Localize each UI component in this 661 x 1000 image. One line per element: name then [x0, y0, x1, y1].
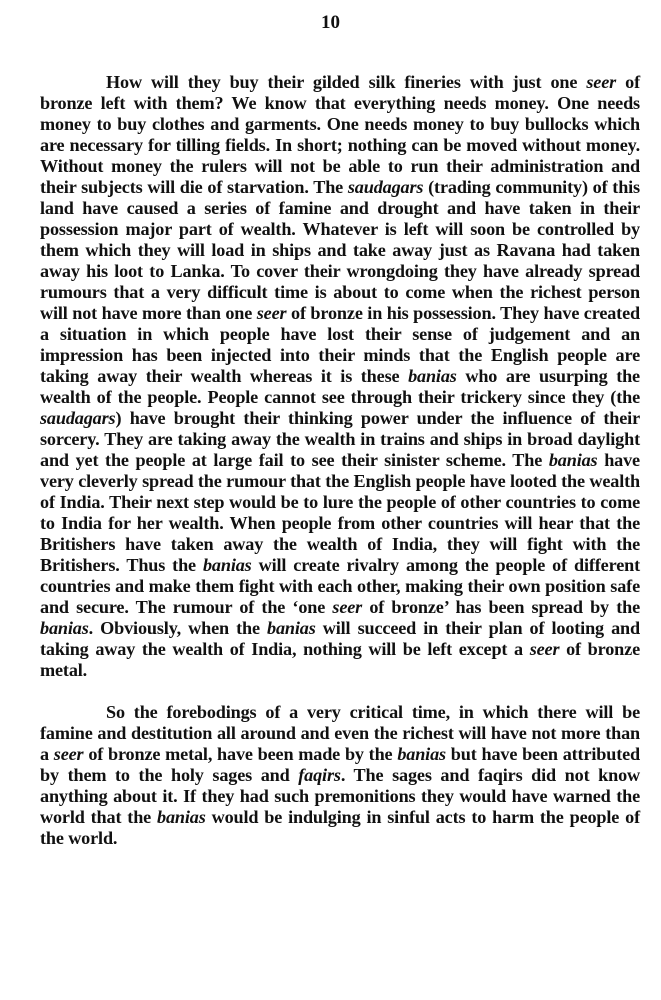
- text-run: who are usurping the wealth of the people. People cannot see through their trickery since they (the: [40, 366, 640, 407]
- italic-term: banias: [408, 366, 457, 386]
- text-run: but have been attributed by them to the holy sages and: [40, 744, 640, 785]
- italic-term: seer: [529, 639, 560, 659]
- text-run: . Obviously, when the: [88, 618, 268, 638]
- italic-term: banias: [397, 744, 446, 764]
- italic-term: banias: [157, 807, 206, 827]
- italic-term: seer: [586, 72, 617, 92]
- italic-term: saudagars: [347, 177, 424, 197]
- text-run: would be indulging in sinful acts to harm the people of the world.: [40, 807, 640, 848]
- italic-term: banias: [202, 555, 252, 575]
- text-run: of bronze’ has been spread by the: [362, 597, 640, 617]
- text-run: have very cleverly spread the rumour that the English people have looted the wealth of India. Their next step would be to lure the people of other countries to come to India for her wealth. When people from other countries will hear that the Britishers have taken away the wealth of India, they will fight with the Britishers. Thus the: [40, 450, 640, 575]
- text-run: of bronze in his possession. They have created a situation in which people have lost their sense of judgement and an impression has been injected into their minds that the English people are taking away their wealth whereas it is these: [40, 303, 640, 386]
- text-run: of bronze metal, have been made by the: [83, 744, 398, 764]
- paragraph: [40, 72, 640, 681]
- italic-term: saudagars: [40, 408, 116, 428]
- text-run: (trading community) of this land have caused a series of famine and drought and have taken in their possession major part of wealth. Whatever is left will soon be controlled by them which they will load in ships and take away just as Ravana had taken away his loot to Lanka. To cover their wrongdoing they have already spread rumours that a very difficult time is about to come when the richest person will not have more than one: [40, 177, 640, 323]
- text-run: of bronze left with them? We know that everything needs money. One needs money to buy clothes and garments. One needs money to buy bullocks which are necessary for tilling fields. In short; nothing can be moved without money. Without money the rulers will not be able to run their administration and their subjects will die of starvation. The: [40, 72, 641, 197]
- italic-term: banias: [548, 450, 598, 470]
- text-run: will succeed in their plan of looting and taking away the wealth of India, nothing will be left except a: [40, 618, 640, 659]
- text-run: How will they buy their gilded silk fineries with just one: [106, 72, 587, 92]
- page-number: 10: [321, 12, 340, 33]
- text-run: of bronze metal.: [40, 639, 640, 680]
- paragraph: [40, 702, 640, 849]
- italic-term: seer: [256, 303, 287, 323]
- italic-term: banias: [40, 618, 89, 638]
- italic-term: banias: [267, 618, 316, 638]
- italic-term: seer: [53, 744, 84, 764]
- text-run: will create rivalry among the people of different countries and make them fight with each other, making their own position safe and secure. The rumour of the ‘one: [40, 555, 640, 617]
- text-run: ) have brought their thinking power under the influence of their sorcery. They are taking away the wealth in trains and ships in broad daylight and yet the people at large fail to see their sinister scheme. The: [40, 408, 640, 470]
- text-run: So the forebodings of a very critical time, in which there will be famine and destitution all around and even the richest will have not more than a: [40, 702, 640, 764]
- body-text: [40, 72, 640, 849]
- italic-term: seer: [332, 597, 363, 617]
- italic-term: faqirs: [298, 765, 341, 785]
- text-run: . The sages and faqirs did not know anything about it. If they had such premonitions they would have warned the world that the: [40, 765, 640, 827]
